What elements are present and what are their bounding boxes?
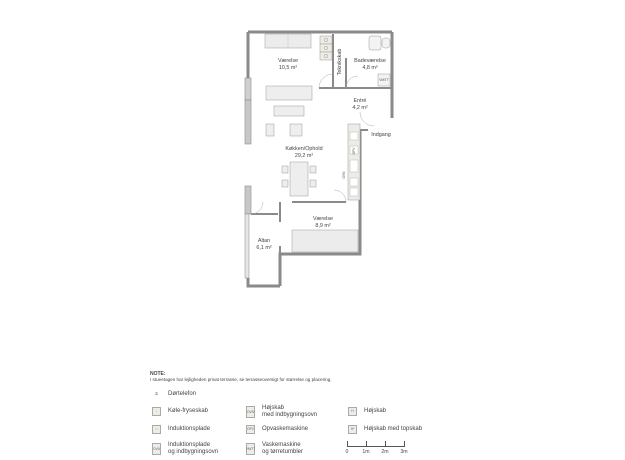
legend-item-vaske: VM/TT Vaskemaskine og tørretumbler <box>245 442 304 455</box>
legend <box>150 371 570 460</box>
legend-item-kole: ▫ Køle-fryseskab <box>152 407 208 416</box>
legend-item-opvask: OPV Opvaskemaskine <box>247 426 309 432</box>
scale-label-1m: 1m <box>362 449 370 455</box>
note-title: NOTE: <box>150 371 166 377</box>
facade-windows <box>245 78 251 278</box>
legend-item-hojskab-top: H* Højskab med topskab <box>348 425 422 434</box>
tag-opv: OPV <box>352 147 356 155</box>
scale-label-0: 0 <box>345 449 349 455</box>
fridge-icon: ▫ <box>152 407 161 416</box>
legend-item-induktion-ovn: OVN Induktionsplade og indbygningsovn <box>153 442 219 455</box>
room-area-vaerelse-2: 8,9 m² <box>315 223 331 229</box>
legend-item-induktion: ∷ Induktionsplade <box>152 425 210 434</box>
tall-cabinet-icon: H <box>348 407 357 416</box>
legend-item-hojskab-ovn: OVN Højskab med indbygningsovn <box>247 405 318 418</box>
room-name-badevaer: Badeværelse <box>354 58 386 64</box>
tall-cabinet-top-icon: H* <box>348 425 357 434</box>
room-name-indgang: Indgang <box>371 132 391 138</box>
room-area-badevaer: 4,8 m² <box>362 65 378 71</box>
room-area-entre: 4,2 m² <box>352 105 368 111</box>
dishwasher-icon: OPV <box>246 425 255 434</box>
bed-room-2 <box>292 230 358 252</box>
room-name-teknik: Teknikskab <box>337 48 343 76</box>
room-area-altan: 6,1 m² <box>256 245 272 251</box>
room-name-koekken: Køkken/Ophold <box>285 146 323 152</box>
room-area-vaerelse-1: 10,5 m² <box>278 65 298 71</box>
scale-bar <box>347 441 407 459</box>
scale-label-3m: 3m <box>400 449 408 455</box>
legend-item-doortelefon: ⌅ Dørtelefon <box>153 391 197 397</box>
room-name-vaerelse-1: Værelse <box>277 58 299 64</box>
room-area-koekken: 29,2 m² <box>294 153 314 159</box>
room-name-entre: Entré <box>353 98 367 104</box>
note-text: I stueetagen har lejligheden privat terrasse, se terrasseoversigt for størrelse og placering. <box>150 377 332 382</box>
kitchen-counter <box>348 124 360 200</box>
living-furniture <box>266 86 312 136</box>
scale-label-2m: 2m <box>381 449 389 455</box>
door-phone-icon: ⌅ <box>153 391 160 397</box>
room-name-altan: Altan <box>257 238 271 244</box>
room-name-vaerelse-2: Værelse <box>312 216 334 222</box>
hob-oven-icon: OVN <box>152 443 161 455</box>
washer-dryer-icon: VM/TT <box>246 443 255 455</box>
tag-vmtt: VM/TT <box>379 78 389 82</box>
wardrobes <box>320 36 332 60</box>
dining-furniture <box>282 162 316 196</box>
bed-room-1 <box>265 34 311 48</box>
tag-ovn: OVN <box>342 171 346 179</box>
hob-icon: ∷ <box>152 425 161 434</box>
tall-cabinet-oven-icon: OVN <box>246 406 255 418</box>
legend-item-hojskab: H Højskab <box>348 407 386 416</box>
